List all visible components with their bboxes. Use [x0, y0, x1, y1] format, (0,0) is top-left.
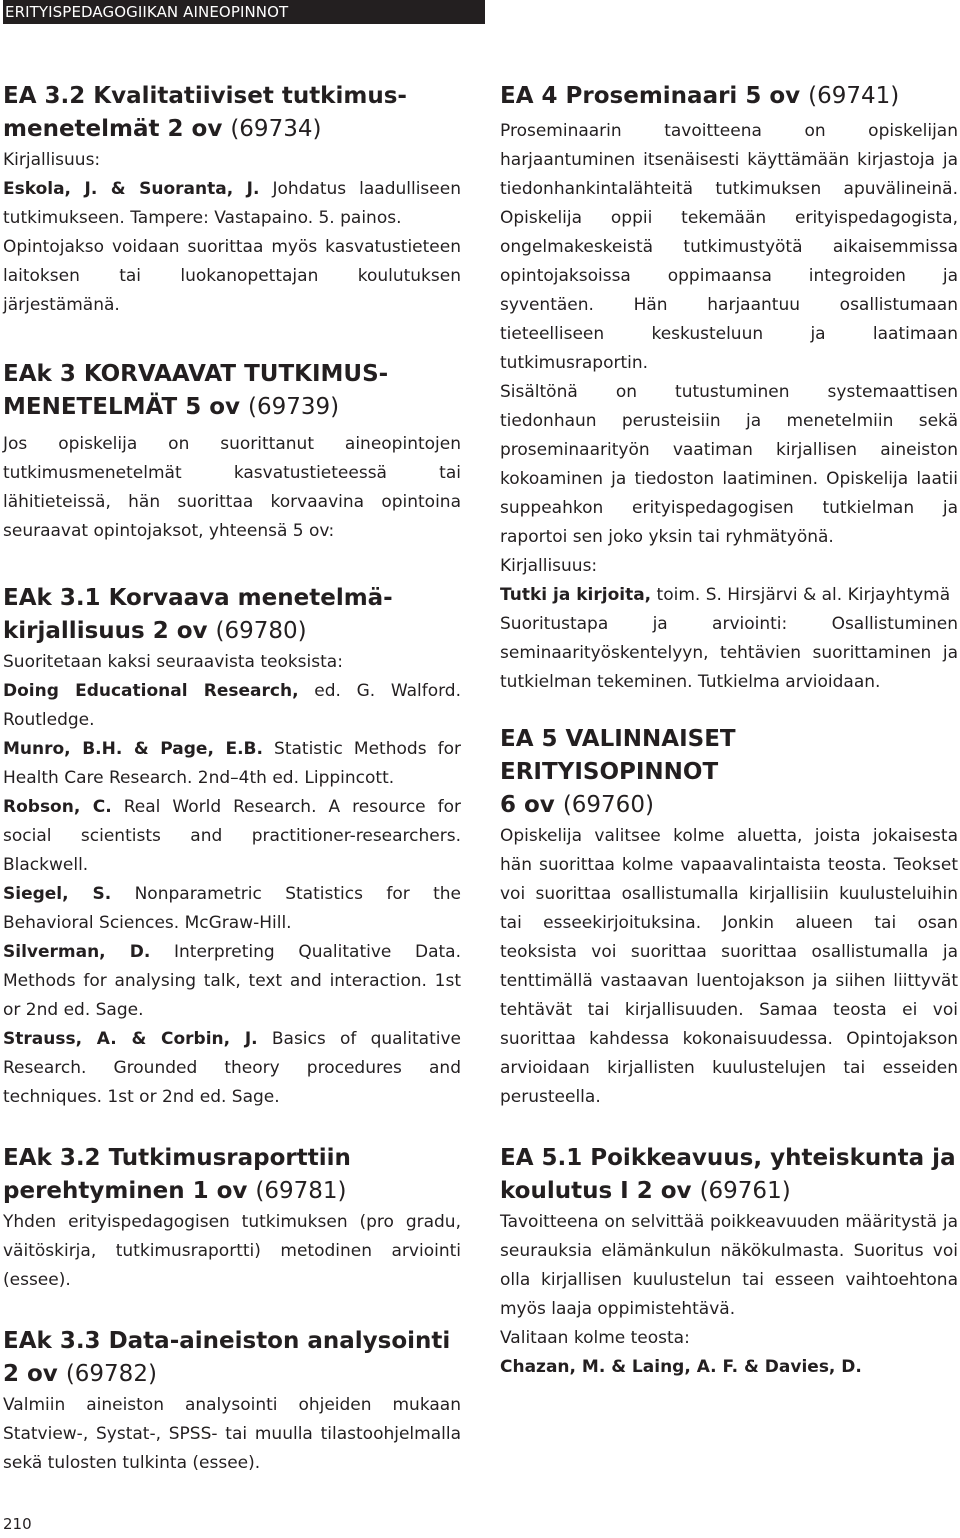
reference-details: Johdatus laadulliseen tutkimukseen. Tampere: Vastapaino. 5. painos.	[3, 179, 461, 228]
section-title	[3, 80, 461, 146]
description: Jos opiskelija on suorittanut aineopintojen tutkimusmenetelmät kasvatustieteessä tai lähitieteissä, hän suorittaa korvaavina opintoina seuraavat opintojaksot, yhteensä 5 ov:	[3, 434, 461, 541]
page-number: 210	[3, 1515, 32, 1533]
course-code: (69782)	[65, 1361, 157, 1387]
reference-author: Strauss, A. & Corbin, J.	[3, 1029, 258, 1049]
label-valitaan: Valitaan kolme teosta:	[500, 1328, 690, 1348]
reference-details: Nonparametric Statistics for the Behavioral Sciences. McGraw-Hill.	[3, 884, 461, 933]
section-title	[3, 358, 461, 424]
title-line: EA 3.2 Kvalitatiiviset tutkimus-	[3, 83, 407, 109]
title-line: EA 4 Proseminaari 5 ov	[500, 83, 809, 109]
course-code: (69761)	[699, 1178, 791, 1204]
course-code: (69780)	[215, 618, 307, 644]
reference-details: toim. S. Hirsjärvi & al. Kirjayhtymä	[651, 585, 951, 605]
section-title	[3, 1142, 461, 1208]
reference-author: Munro, B.H. & Page, E.B.	[3, 739, 263, 759]
section-eak32	[3, 1142, 461, 1295]
title-line: EA 5.1 Poikkeavuus, yhteiskunta ja	[500, 1145, 956, 1171]
reference-author: Eskola, J. & Suoranta, J.	[3, 179, 260, 199]
title-line: EAk 3.1 Korvaava menetelmä-	[3, 585, 393, 611]
label-kirjallisuus: Kirjallisuus:	[500, 556, 598, 576]
reference-details: Statistic Methods for Health Care Research. 2nd–4th ed. Lippincott.	[3, 739, 461, 788]
section-eak33	[3, 1325, 461, 1478]
title-line: EAk 3.3 Data-aineiston analysointi	[3, 1328, 451, 1354]
suoritustapa: Suoritustapa ja arviointi: Osallistuminen seminaarityöskentelyyn, tehtävien suorittaminen ja tutkielman tekeminen. Tutkielma arvioidaan.	[500, 614, 958, 692]
reference	[3, 175, 461, 233]
course-code: (69760)	[562, 792, 654, 818]
page-header: ERITYISPEDAGOGIIKAN AINEOPINNOT	[3, 0, 485, 24]
reference-author: Silverman, D.	[3, 942, 151, 962]
reference	[500, 581, 958, 610]
title-line: 2 ov	[3, 1361, 66, 1387]
reference-details: Interpreting Qualitative Data. Methods for analysing talk, text and interaction. 1st or 2nd ed. Sage.	[3, 942, 461, 1020]
description: Tavoitteena on selvittää poikkeavuuden määritystä ja seurauksia elämänkulun näkökulmasta. Suoritus voi olla kirjallisen kuulustelun tai esseen vaihtoehtona myös laaja oppimistehtävä.	[500, 1212, 958, 1319]
description: Yhden erityispedagogisen tutkimuksen (pro gradu, väitöskirja, tutkimusraportti) metodinen arviointi (essee).	[3, 1212, 461, 1290]
reference	[3, 677, 461, 735]
title-line: kirjallisuus 2 ov	[3, 618, 216, 644]
section-ea5	[500, 723, 958, 1112]
reference-author: Robson, C.	[3, 797, 112, 817]
section-title	[500, 80, 958, 113]
description: Valmiin aineiston analysointi ohjeiden mukaan Statview-, Systat-, SPSS- tai muulla tilastoohjelmalla sekä tulosten tulkinta (essee).	[3, 1395, 461, 1473]
section-eak31	[3, 582, 461, 1112]
paragraph: Sisältönä on tutustuminen systemaattisen tiedonhaun perusteisiin ja menetelmiin sekä proseminaarityön vaatiman kirjallisen aineiston kokoaminen ja tiedoston laatiminen. Opiskelija laatii suppeahkon erityispedagogisen tutkielman ja raportoi sen joko yksin tai ryhmätyönä.	[500, 382, 958, 547]
left-column	[3, 80, 461, 1478]
section-ea51	[500, 1142, 958, 1382]
title-line: koulutus I 2 ov	[500, 1178, 700, 1204]
title-line: MENETELMÄT 5 ov	[3, 394, 249, 420]
reference	[3, 1025, 461, 1112]
description: Opiskelija valitsee kolme aluetta, joista jokaisesta hän suorittaa kolme vapaavalintaista teosta. Teokset voi suorittaa osallistumalla kirjallisiin kuulusteluihin tai esseekirjoituksina. Jonkin alueen tai osan teoksista voi suorittaa suorittaa osallistumalla ja tenttimällä vastaavan luentojakson ja siihen liittyvät tehtävät tai kirjallisuuden. Samaa teosta ei voi suorittaa kahdessa kokonaisuudessa. Opintojakson arvioidaan kirjallisten kuulustelujen tai esseiden perusteella.	[500, 826, 958, 1107]
title-line: 6 ov	[500, 792, 563, 818]
reference: Chazan, M. & Laing, A. F. & Davies, D.	[500, 1357, 862, 1377]
intro: Suoritetaan kaksi seuraavista teoksista:	[3, 652, 343, 672]
section-title	[3, 582, 461, 648]
reference-author: Siegel, S.	[3, 884, 112, 904]
title-line: menetelmät 2 ov	[3, 116, 231, 142]
reference	[3, 793, 461, 880]
title-line: EA 5 VALINNAISET ERITYISOPINNOT	[500, 726, 736, 785]
reference-author: Doing Educational Research,	[3, 681, 299, 701]
reference	[3, 735, 461, 793]
course-code: (69734)	[230, 116, 322, 142]
course-code: (69741)	[808, 83, 900, 109]
title-line: EAk 3 KORVAAVAT TUTKIMUS-	[3, 361, 389, 387]
reference-title: Tutki ja kirjoita,	[500, 585, 652, 605]
section-title	[3, 1325, 461, 1391]
section-eak3	[3, 358, 461, 546]
reference	[3, 880, 461, 938]
title-line: perehtyminen 1 ov	[3, 1178, 256, 1204]
reference-details: Basics of qualitative Research. Grounded theory procedures and techniques. 1st or 2nd ed. Sage.	[3, 1029, 461, 1107]
title-line: EAk 3.2 Tutkimusraporttiin	[3, 1145, 351, 1171]
paragraph: Proseminaarin tavoitteena on opiskelijan harjaantuminen itsenäisesti käyttämään kirjastoja ja tiedonhankintalähteitä tutkimuksen apuvälineinä. Opiskelija oppii tekemään erityispedagogista, ongelmakeskeistä tutkimustyötä aikaisemmissa opintojaksoissa oppimaansa integroiden ja syventäen. Hän harjaantuu osallistumaan tieteelliseen keskusteluun ja laatimaan tutkimusraportin.	[500, 121, 958, 373]
section-ea32	[3, 80, 461, 320]
reference	[3, 938, 461, 1025]
section-ea4	[500, 80, 958, 697]
reference-details: ed. G. Walford. Routledge.	[3, 681, 461, 730]
right-column	[500, 80, 958, 1382]
course-code: (69739)	[248, 394, 340, 420]
section-title	[500, 723, 958, 822]
note: Opintojakso voidaan suorittaa myös kasvatustieteen laitoksen tai luokanopettajan koulutuksen järjestämänä.	[3, 237, 461, 315]
section-title	[500, 1142, 958, 1208]
course-code: (69781)	[255, 1178, 347, 1204]
label-kirjallisuus: Kirjallisuus:	[3, 150, 101, 170]
reference-details: Real World Research. A resource for social scientists and practitioner-researchers. Blackwell.	[3, 797, 462, 875]
